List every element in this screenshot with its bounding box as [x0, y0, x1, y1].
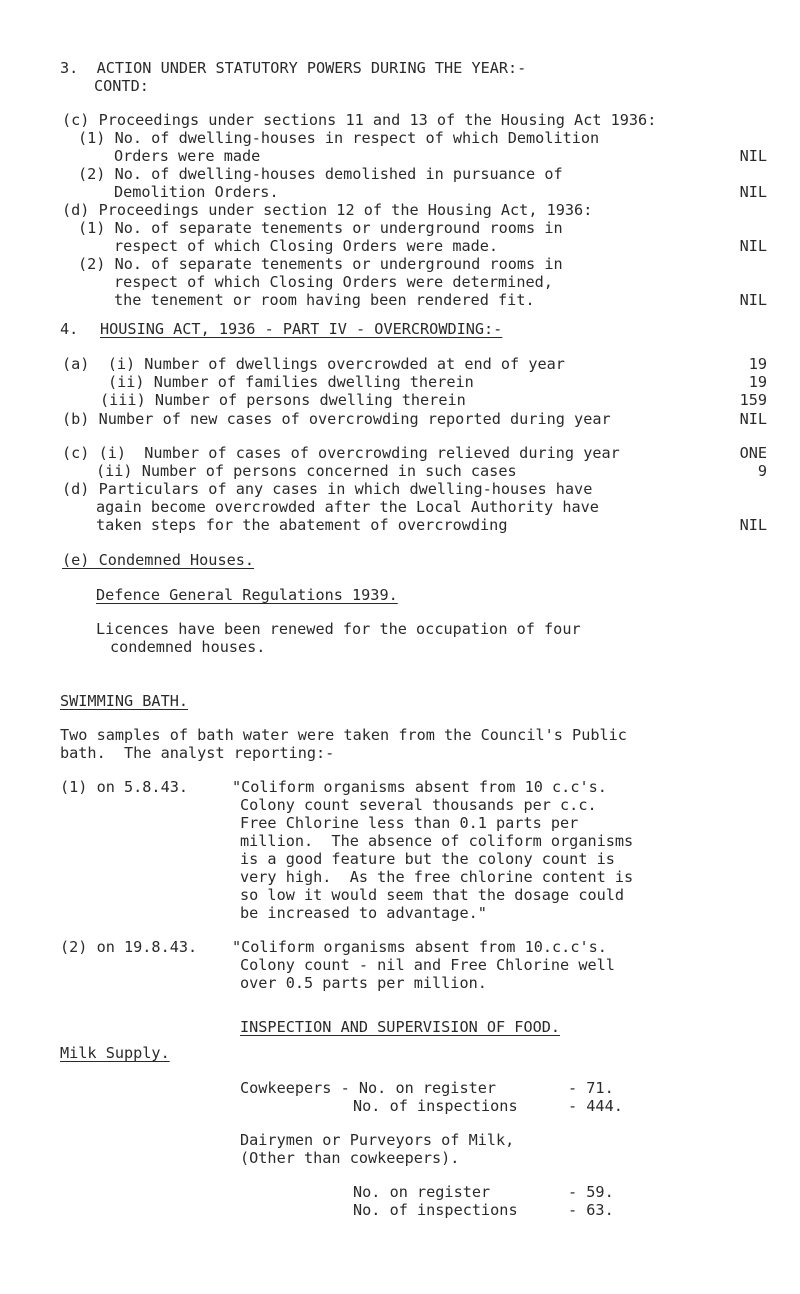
- cowkeepers-value-1: - 71.: [568, 1079, 614, 1097]
- food-heading: INSPECTION AND SUPERVISION OF FOOD.: [240, 1018, 561, 1036]
- section-3-heading: 3. ACTION UNDER STATUTORY POWERS DURING THE YEAR:-: [60, 59, 527, 77]
- cowkeepers-value-2: - 444.: [568, 1097, 623, 1115]
- sample-1-line6: very high. As the free chlorine content is: [240, 868, 634, 886]
- s4-a-i-label: (a) (i) Number of dwellings overcrowded at end of year: [62, 355, 565, 373]
- s3-d2-value: NIL: [739, 291, 767, 309]
- s4-c-i-value: ONE: [739, 444, 767, 462]
- s3-d1-value: NIL: [739, 237, 767, 255]
- sample-2-line3: over 0.5 parts per million.: [240, 974, 487, 992]
- section-4-number: 4.: [60, 320, 79, 338]
- sample-1-line8: be increased to advantage.": [240, 904, 487, 922]
- dairymen-value-1: - 59.: [568, 1183, 614, 1201]
- section-3-contd: CONTD:: [94, 77, 149, 95]
- s3-c2-line1: (2) No. of dwelling-houses demolished in pursuance of: [78, 165, 563, 183]
- s4-d-line3: taken steps for the abatement of overcrowding: [96, 516, 508, 534]
- sample-1-line2: Colony count several thousands per c.c.: [240, 796, 597, 814]
- sample-2-line1: "Coliform organisms absent from 10.c.c's.: [232, 938, 607, 956]
- s4-d-line2: again become overcrowded after the Local Authority have: [96, 498, 599, 516]
- s4-c-ii-label: (ii) Number of persons concerned in such cases: [96, 462, 517, 480]
- sample-1-line1: "Coliform organisms absent from 10 c.c's.: [232, 778, 607, 796]
- sample-1-line7: so low it would seem that the dosage could: [240, 886, 625, 904]
- s4-a-ii-value: 19: [748, 373, 767, 391]
- s4-e-label: (e) Condemned Houses.: [62, 551, 255, 569]
- s3-d-intro: (d) Proceedings under section 12 of the Housing Act, 1936:: [62, 201, 593, 219]
- section-4-heading: HOUSING ACT, 1936 - PART IV - OVERCROWDING:-: [100, 320, 503, 338]
- s4-a-iii-value: 159: [739, 391, 767, 409]
- s4-b-value: NIL: [739, 410, 767, 428]
- swimming-intro-line1: Two samples of bath water were taken from the Council's Public: [60, 726, 627, 744]
- s4-c-ii-value: 9: [757, 462, 767, 480]
- dairymen-label-2: No. of inspections: [353, 1201, 518, 1219]
- s3-d2-line1: (2) No. of separate tenements or underground rooms in: [78, 255, 563, 273]
- licences-line2: condemned houses.: [110, 638, 266, 656]
- s3-d2-line3: the tenement or room having been rendered fit.: [114, 291, 535, 309]
- sample-2-date: (2) on 19.8.43.: [60, 938, 198, 956]
- s3-d1-line2: respect of which Closing Orders were made.: [114, 237, 499, 255]
- s4-b-label: (b) Number of new cases of overcrowding reported during year: [62, 410, 611, 428]
- dairymen-line2: (Other than cowkeepers).: [240, 1149, 460, 1167]
- s3-c2-value: NIL: [739, 183, 767, 201]
- s3-d2-line2: respect of which Closing Orders were determined,: [114, 273, 553, 291]
- sample-1-line3: Free Chlorine less than 0.1 parts per: [240, 814, 579, 832]
- s3-c1-line1: (1) No. of dwelling-houses in respect of which Demolition: [78, 129, 600, 147]
- s4-d-line1: (d) Particulars of any cases in which dwelling-houses have: [62, 480, 593, 498]
- s4-d-value: NIL: [739, 516, 767, 534]
- licences-line1: Licences have been renewed for the occupation of four: [96, 620, 581, 638]
- sample-2-line2: Colony count - nil and Free Chlorine well: [240, 956, 615, 974]
- dairymen-value-2: - 63.: [568, 1201, 614, 1219]
- cowkeepers-label-1: Cowkeepers - No. on register: [240, 1079, 497, 1097]
- s4-c-i-label: (c) (i) Number of cases of overcrowding relieved during year: [62, 444, 620, 462]
- s3-c-intro: (c) Proceedings under sections 11 and 13 of the Housing Act 1936:: [62, 111, 657, 129]
- dairymen-label-1: No. on register: [353, 1183, 491, 1201]
- swimming-intro-line2: bath. The analyst reporting:-: [60, 744, 335, 762]
- s3-d1-line1: (1) No. of separate tenements or underground rooms in: [78, 219, 563, 237]
- swimming-heading: SWIMMING BATH.: [60, 692, 189, 710]
- sample-1-date: (1) on 5.8.43.: [60, 778, 189, 796]
- s4-a-iii-label: (iii) Number of persons dwelling therein: [100, 391, 466, 409]
- s3-c1-line2: Orders were made: [114, 147, 261, 165]
- dairymen-line1: Dairymen or Purveyors of Milk,: [240, 1131, 515, 1149]
- s3-c2-line2: Demolition Orders.: [114, 183, 279, 201]
- s3-c1-value: NIL: [739, 147, 767, 165]
- s4-a-ii-label: (ii) Number of families dwelling therein: [108, 373, 474, 391]
- cowkeepers-label-2: No. of inspections: [353, 1097, 518, 1115]
- milk-supply-heading: Milk Supply.: [60, 1044, 170, 1062]
- s4-a-i-value: 19: [748, 355, 767, 373]
- defence-heading: Defence General Regulations 1939.: [96, 586, 398, 604]
- sample-1-line5: is a good feature but the colony count is: [240, 850, 615, 868]
- sample-1-line4: million. The absence of coliform organisms: [240, 832, 634, 850]
